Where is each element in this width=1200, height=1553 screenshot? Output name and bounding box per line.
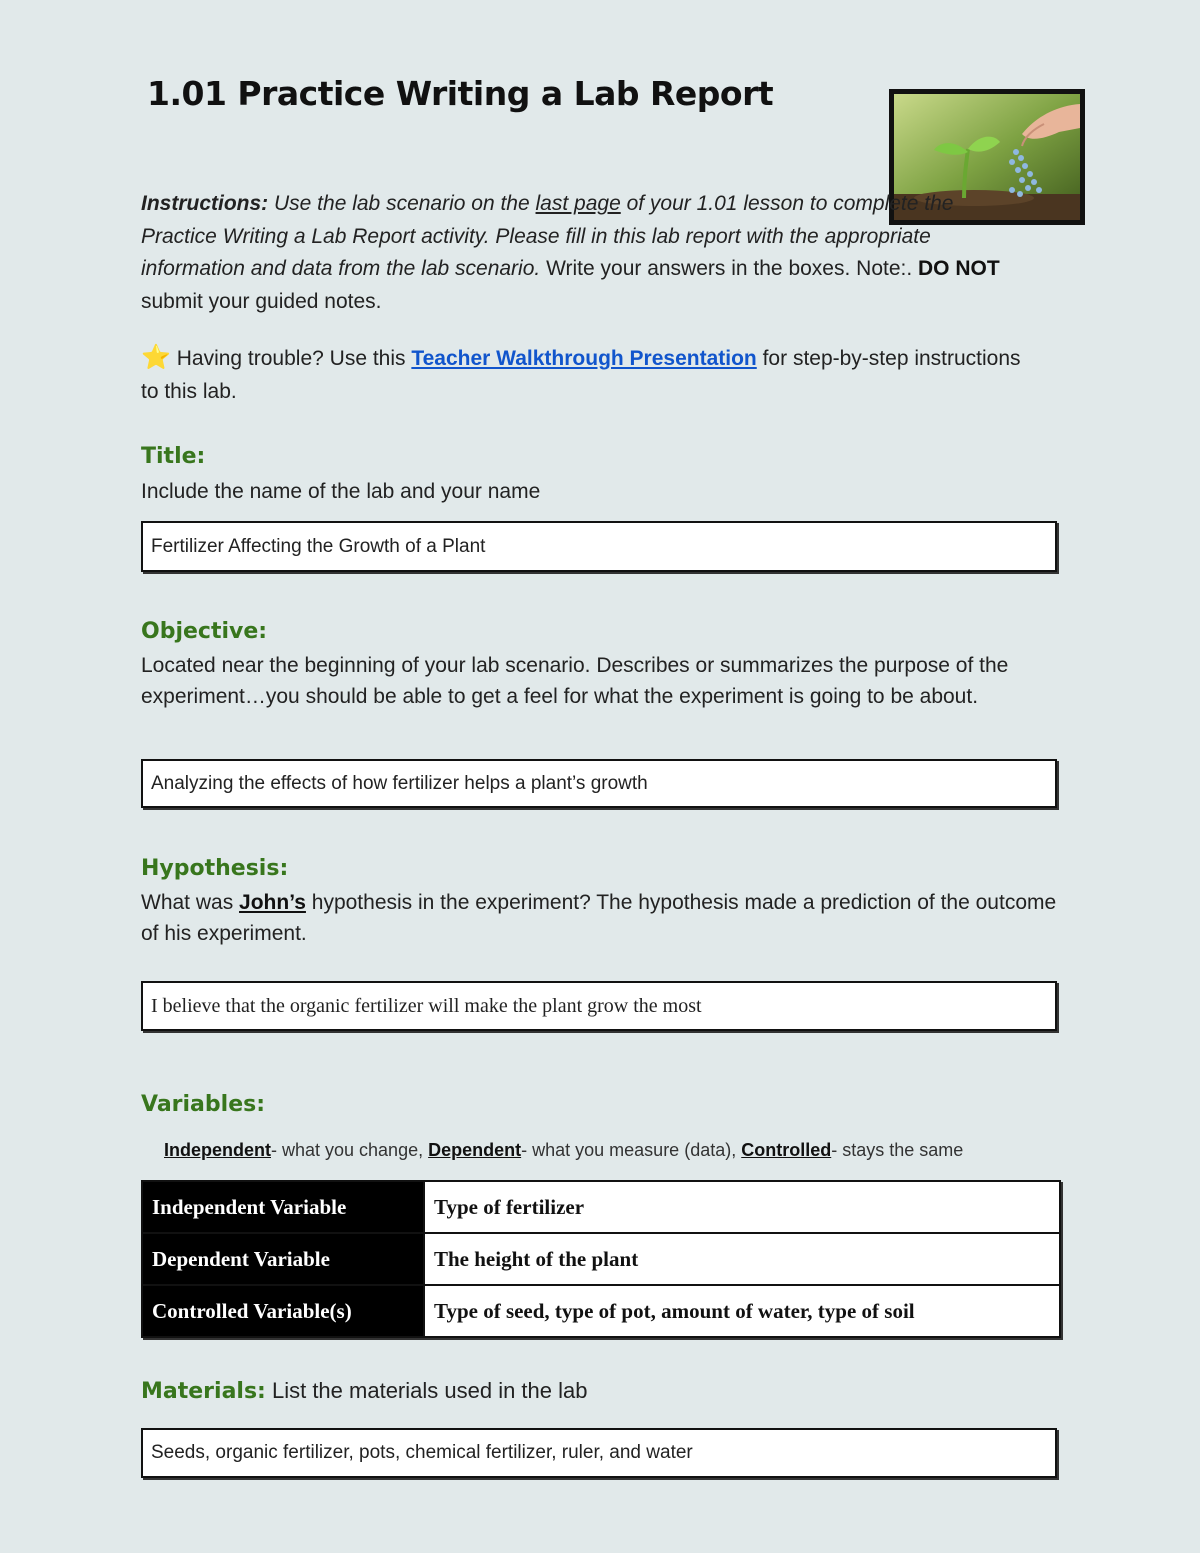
legend-dependent: Dependent (428, 1140, 522, 1160)
title-answer-box[interactable]: Fertilizer Affecting the Growth of a Plant (141, 521, 1057, 572)
table-row (142, 1285, 1060, 1337)
last-page-text: last page (535, 192, 621, 215)
materials-line (141, 1378, 587, 1404)
instructions-label: Instructions: (141, 192, 269, 215)
objective-answer-box[interactable]: Analyzing the effects of how fertilizer helps a plant’s growth (141, 759, 1057, 808)
hypothesis-desc-pre: What was (141, 891, 240, 914)
table-row (142, 1181, 1060, 1233)
page-title: 1.01 Practice Writing a Lab Report (147, 74, 774, 113)
materials-answer-box[interactable]: Seeds, organic fertilizer, pots, chemical fertilizer, ruler, and water (141, 1428, 1057, 1478)
star-icon: ⭐ (141, 344, 171, 371)
johns-name: John’s (239, 891, 306, 914)
controlled-variables-value[interactable]: Type of seed, type of pot, amount of water, type of soil (424, 1285, 1060, 1337)
help-text-pre: Having trouble? Use this (170, 347, 412, 370)
materials-heading: Materials: (141, 1379, 266, 1404)
instructions-text-4: submit your guided notes. (141, 289, 382, 313)
title-heading: Title: (141, 444, 206, 469)
objective-description: Located near the beginning of your lab scenario. Describes or summarizes the purpose of the experiment…you should be able to get a feel for what the experiment is going to be about. (141, 654, 1009, 708)
hypothesis-description (141, 887, 1061, 949)
materials-description: List the materials used in the lab (265, 1378, 588, 1403)
legend-independent-desc: - what you change, (271, 1140, 429, 1160)
legend-independent: Independent (164, 1140, 271, 1160)
variables-heading: Variables: (141, 1092, 266, 1117)
instructions-text-3: Write your answers in the boxes. Note:. (540, 257, 919, 280)
legend-dependent-desc: - what you measure (data), (521, 1140, 742, 1160)
teacher-walkthrough-link[interactable]: Teacher Walkthrough Presentation (411, 347, 757, 370)
title-description: Include the name of the lab and your name (141, 480, 541, 503)
variables-legend (164, 1140, 963, 1161)
controlled-variables-label: Controlled Variable(s) (142, 1285, 424, 1337)
legend-controlled: Controlled (741, 1140, 832, 1160)
dependent-variable-value[interactable]: The height of the plant (424, 1233, 1060, 1285)
do-not-emphasis: DO NOT (918, 257, 1000, 280)
independent-variable-value[interactable]: Type of fertilizer (424, 1181, 1060, 1233)
dependent-variable-label: Dependent Variable (142, 1233, 424, 1285)
independent-variable-label: Independent Variable (142, 1181, 424, 1233)
objective-heading: Objective: (141, 619, 268, 644)
table-row (142, 1233, 1060, 1285)
instructions-paragraph (141, 188, 1021, 318)
instructions-text-2: of your 1.01 lesson to complete the Practice Writing a Lab Report activity. Please fill in this lab report with the appropriate information and data from the lab scenario. (141, 192, 954, 280)
instructions-text-1: Use the lab scenario on the (268, 192, 536, 215)
help-text-post: for step-by-step instructions to this lab. (141, 347, 1021, 403)
help-paragraph (141, 341, 1021, 408)
hypothesis-answer-box[interactable]: I believe that the organic fertilizer will make the plant grow the most (141, 981, 1057, 1031)
variables-table (141, 1180, 1061, 1338)
hypothesis-heading: Hypothesis: (141, 856, 289, 881)
legend-controlled-desc: - stays the same (831, 1140, 964, 1160)
hypothesis-desc-post: hypothesis in the experiment? The hypothesis made a prediction of the outcome of his experiment. (141, 891, 1057, 945)
